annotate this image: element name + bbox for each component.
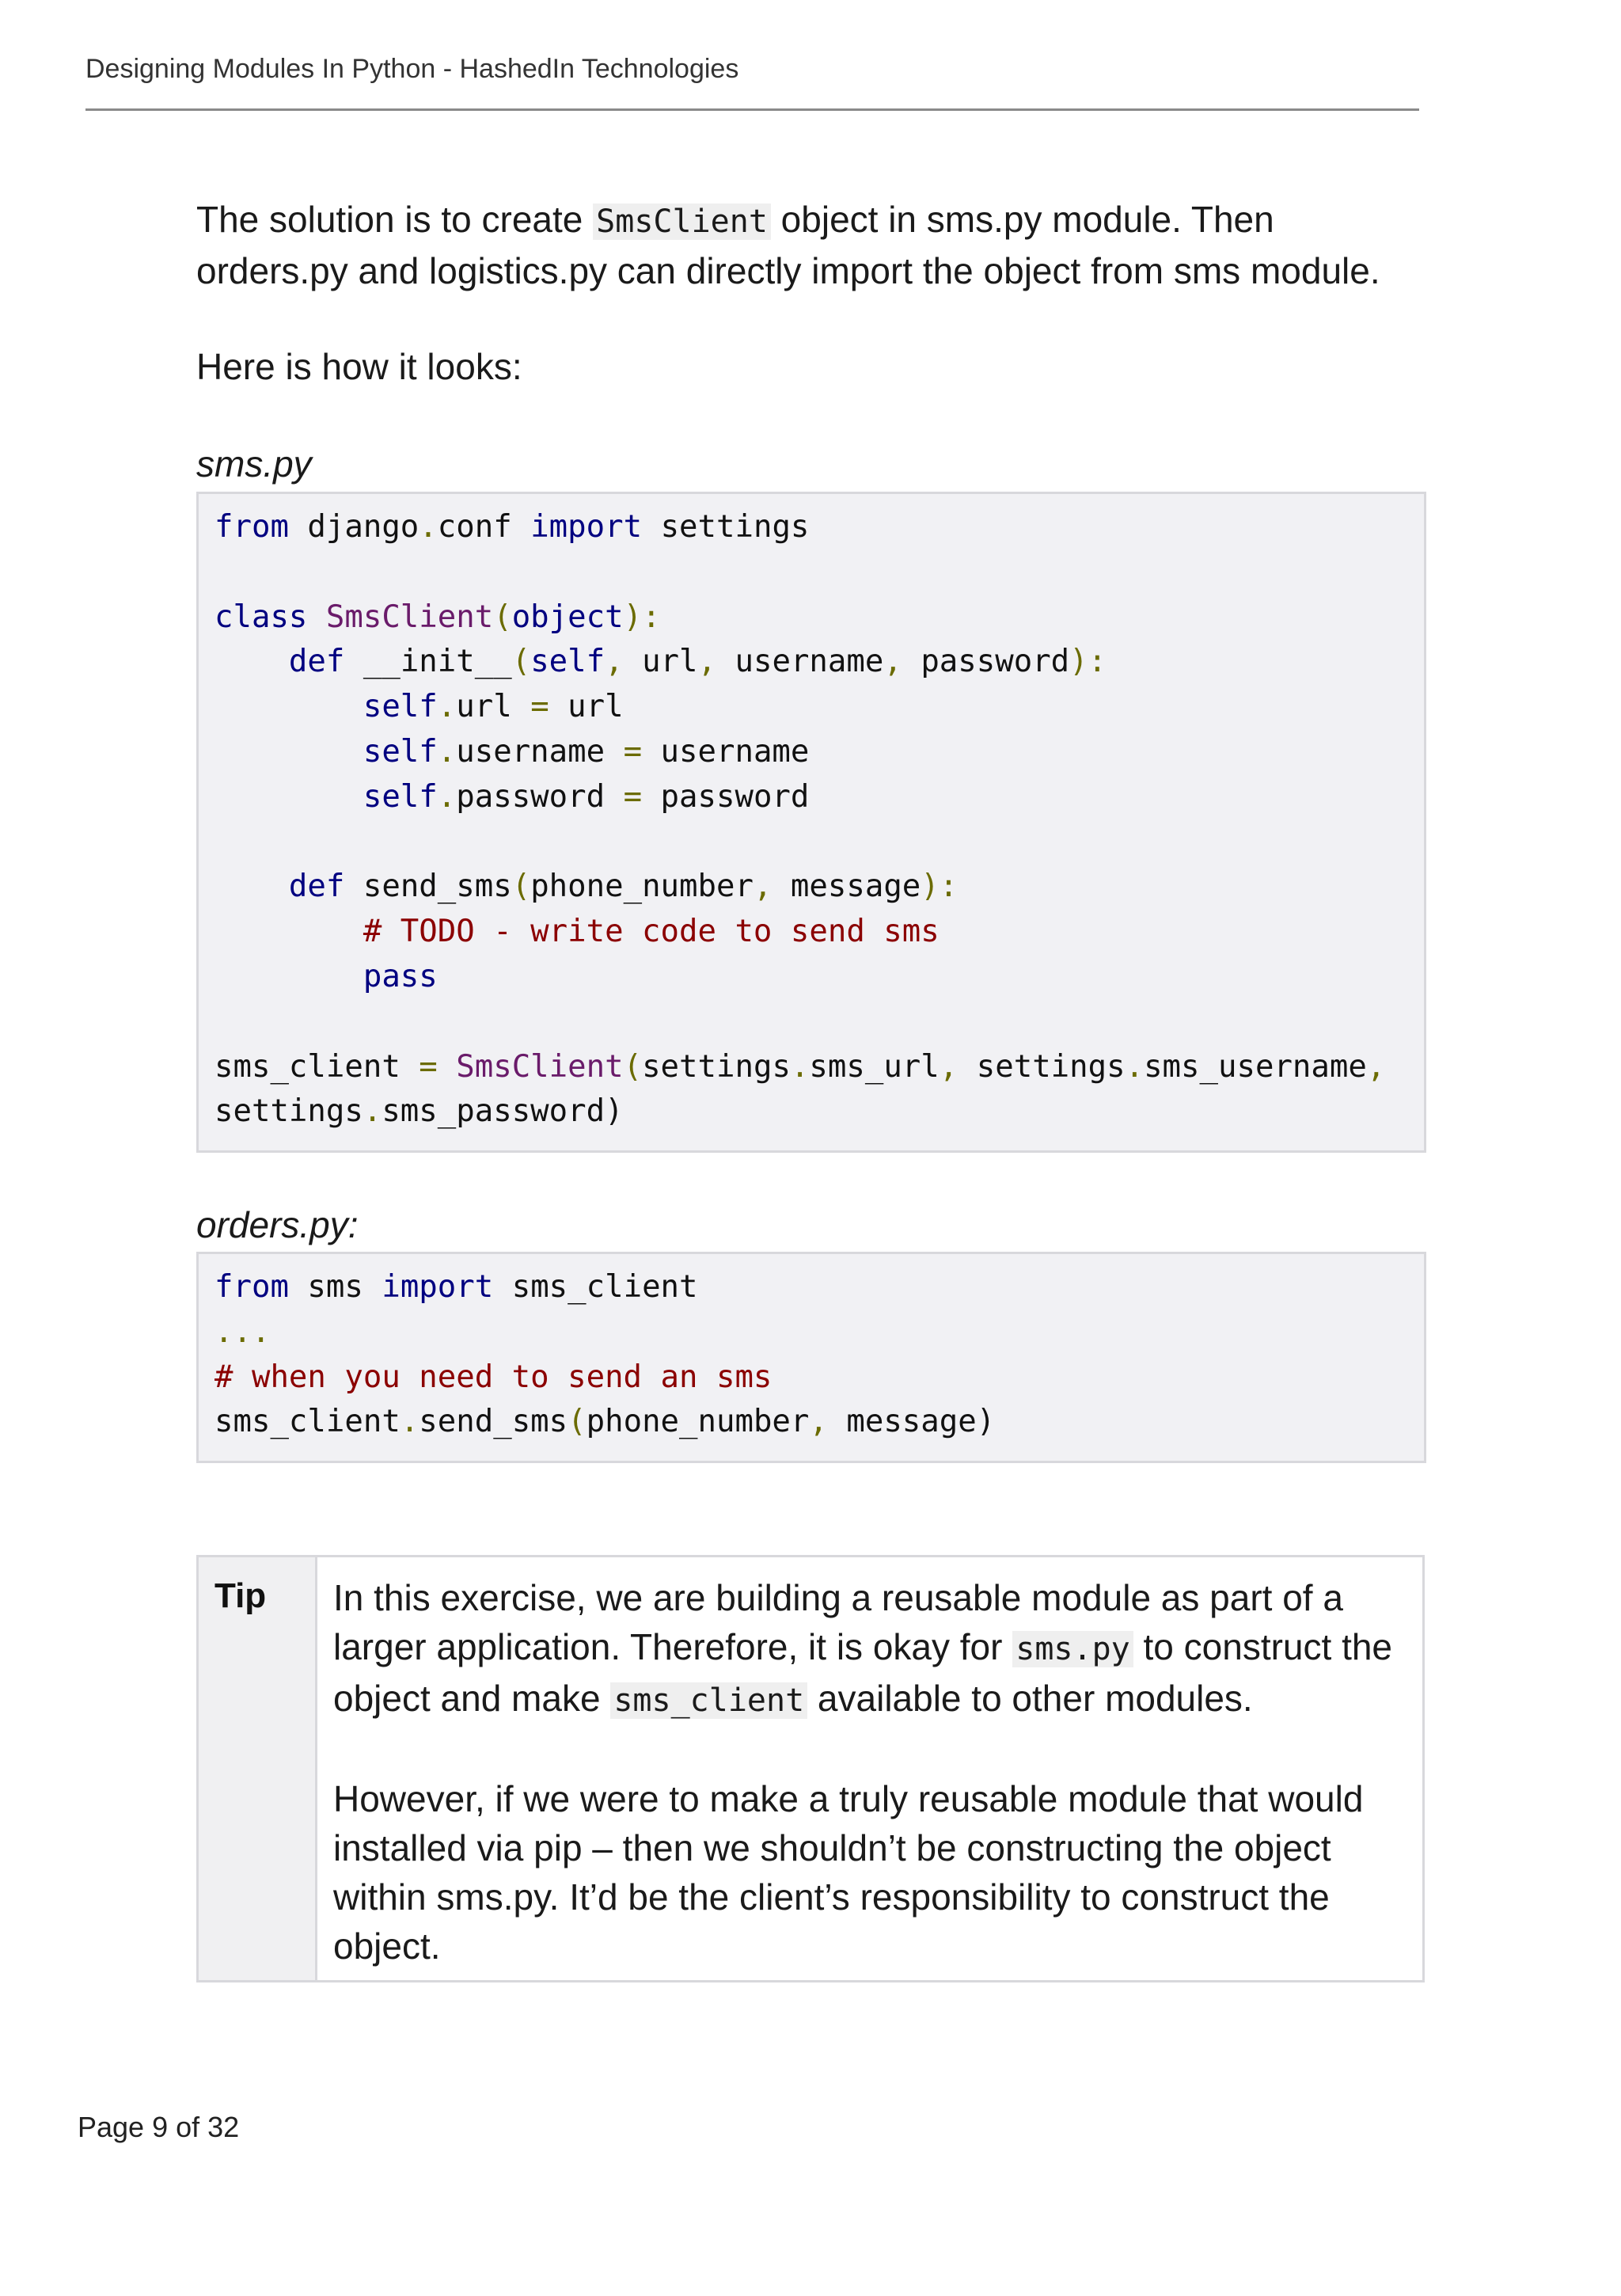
orders-file-label: orders.py:: [196, 1204, 359, 1245]
document-header-title: Designing Modules In Python - HashedIn Technologies: [85, 54, 739, 84]
inline-code-smsclient: SmsClient: [593, 203, 771, 240]
sms-code-block: from django.conf import settings class SmsClient(object): def __init__(self, url, username, password): self.url = url self.username = username self.password = password def send_sms(phone_number, message): # TODO - write code to send sms pass sms_client = SmsClient(settings.sms_url, settings.sms_username, settings.sms_password): [196, 492, 1426, 1153]
tip-paragraph-1: In this exercise, we are building a reusable module as part of a larger application. Therefore, it is okay for sms.py to construct the object and make sms_client available to other modules.: [333, 1577, 1393, 1719]
inline-code-sms-client: sms_client: [610, 1682, 807, 1719]
lead-in-paragraph: Here is how it looks:: [196, 346, 522, 387]
tip-body: [317, 1557, 1422, 1980]
intro-paragraph: [196, 195, 1431, 295]
orders-code-block: from sms import sms_client ... # when you need to send an sms sms_client.send_sms(phone_number, message): [196, 1252, 1426, 1463]
intro-text-start: The solution is to create: [196, 199, 594, 240]
sms-file-label: sms.py: [196, 443, 312, 485]
intro-text-end: object in sms.py module. Then orders.py and logistics.py can directly import the object from sms module.: [196, 199, 1380, 291]
header-divider: [85, 108, 1419, 111]
page-number: Page 9 of 32: [78, 2111, 240, 2143]
tip-paragraph-2: However, if we were to make a truly reusable module that would installed via pip – then we shouldn’t be constructing the object within sms.py. It’d be the client’s responsibility to construct the object.: [333, 1778, 1364, 1967]
inline-code-sms-py: sms.py: [1012, 1631, 1133, 1667]
tip-callout: [196, 1555, 1425, 1982]
tip-label: Tip: [199, 1557, 317, 1980]
